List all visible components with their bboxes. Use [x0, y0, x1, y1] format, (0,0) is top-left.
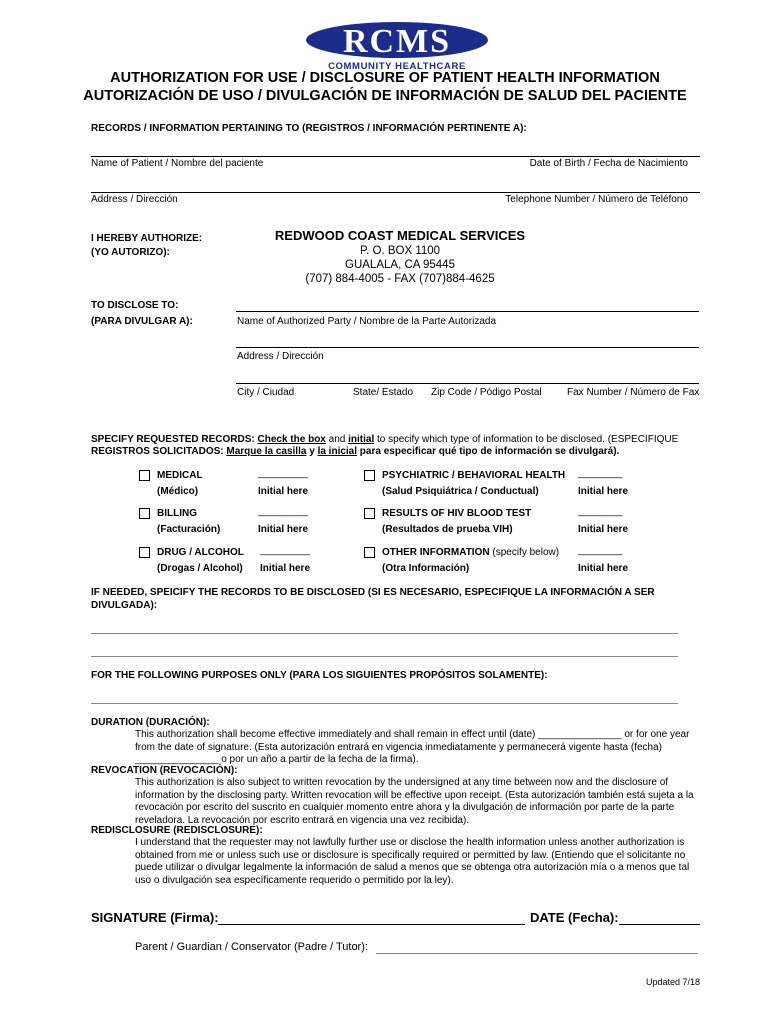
other-info-label-es: (Otra Información) — [382, 563, 470, 574]
medical-label: MEDICAL — [157, 470, 203, 481]
authorize-label: I HEREBY AUTHORIZE: — [91, 233, 203, 244]
party-city-line[interactable] — [236, 383, 699, 384]
drug-alcohol-initial-label: Initial here — [260, 563, 311, 574]
guardian-label: Parent / Guardian / Conservator (Padre / Tutor): — [135, 941, 368, 953]
if-needed-heading-cont: DIVULGADA): — [91, 600, 158, 611]
updated-date: Updated 7/18 — [645, 977, 700, 987]
records-specify-line-2[interactable] — [91, 656, 678, 657]
other-info-initial-blank[interactable]: ________ — [578, 545, 623, 556]
hiv-label: RESULTS OF HIV BLOOD TEST — [382, 508, 532, 519]
disclose-label: TO DISCLOSE TO: — [91, 300, 179, 311]
billing-label-es: (Facturación) — [157, 524, 221, 535]
patient-name-line[interactable] — [91, 156, 700, 157]
purposes-heading: FOR THE FOLLOWING PURPOSES ONLY (PARA LOS SIGUIENTES PROPÓSITOS SOLAMENTE): — [91, 670, 548, 681]
patient-address-line[interactable] — [91, 192, 700, 193]
authorize-label-es: (YO AUTORIZO): — [91, 247, 170, 258]
medical-initial-blank[interactable]: _________ — [258, 468, 309, 479]
hiv-label-es: (Resultados de prueba VIH) — [382, 524, 513, 535]
patient-address-label: Address / Dirección — [91, 194, 178, 205]
party-address-label: Address / Dirección — [237, 351, 324, 362]
zip-label: Zip Code / Pódigo Postal — [431, 387, 542, 398]
if-needed-heading: IF NEEDED, SPEICIFY THE RECORDS TO BE DISCLOSED (SI ES NECESARIO, ESPECIFIQUE LA INFORMACIÓN A SER — [91, 587, 655, 598]
patient-name-label: Name of Patient / Nombre del paciente — [91, 158, 264, 169]
rcms-logo-mark — [306, 22, 488, 72]
psychiatric-label: PSYCHIATRIC / BEHAVIORAL HEALTH — [382, 470, 566, 481]
hiv-initial-label: Initial here — [578, 524, 629, 535]
psychiatric-label-es: (Salud Psiquiátrica / Conductual) — [382, 486, 539, 497]
revocation-heading: REVOCATION (REVOCACIÓN): — [91, 765, 238, 776]
dob-label: Date of Birth / Fecha de Nacimiento — [529, 158, 688, 169]
city-label: City / Ciudad — [237, 387, 295, 398]
svg-text:COMMUNITY HEALTHCARE: COMMUNITY HEALTHCARE — [328, 61, 466, 72]
provider-phone: (707) 884-4005 - FAX (707)884-4625 — [305, 273, 495, 285]
redisclosure-heading: REDISCLOSURE (REDISCLOSURE): — [91, 825, 263, 836]
records-heading: RECORDS / INFORMATION PERTAINING TO (REGISTROS / INFORMACIÓN PERTINENTE A): — [91, 123, 527, 134]
billing-initial-label: Initial here — [258, 524, 309, 535]
duration-heading: DURATION (DURACIÓN): — [91, 717, 210, 728]
drug-alcohol-label: DRUG / ALCOHOL — [157, 547, 244, 558]
medical-initial-label: Initial here — [258, 486, 309, 497]
purposes-line[interactable] — [91, 703, 678, 704]
guardian-line[interactable] — [376, 953, 698, 954]
state-label: State/ Estado — [353, 387, 414, 398]
rcms-logo — [306, 22, 488, 72]
medical-label-es: (Médico) — [157, 486, 199, 497]
provider-city: GUALALA, CA 95445 — [345, 259, 455, 271]
hiv-checkbox[interactable] — [364, 508, 375, 519]
provider-name: REDWOOD COAST MEDICAL SERVICES — [274, 228, 526, 243]
phone-label: Telephone Number / Número de Teléfono — [505, 194, 688, 205]
title-english: AUTHORIZATION FOR USE / DISCLOSURE OF PATIENT HEALTH INFORMATION — [110, 70, 660, 86]
signature-line[interactable] — [218, 924, 525, 925]
specify-instructions: SPECIFY REQUESTED RECORDS: Check the box and initial to specify which type of information to be disclosed. (ESPECIFIQUE REGISTROS SOLICITADOS: Marque la casilla y la inicial para especificar qué tipo de información se divulgará). — [91, 434, 679, 457]
other-info-label: OTHER INFORMATION (specify below) — [382, 547, 560, 558]
records-specify-line-1[interactable] — [91, 633, 678, 634]
party-address-line[interactable] — [236, 347, 699, 348]
other-info-initial-label: Initial here — [578, 563, 629, 574]
party-name-line[interactable] — [236, 311, 699, 312]
other-info-checkbox[interactable] — [364, 547, 375, 558]
billing-initial-blank[interactable]: _________ — [258, 506, 309, 517]
billing-label: BILLING — [157, 508, 197, 519]
title-spanish: AUTORIZACIÓN DE USO / DIVULGACIÓN DE INFORMACIÓN DE SALUD DEL PACIENTE — [83, 88, 687, 104]
drug-alcohol-label-es: (Drogas / Alcohol) — [157, 563, 243, 574]
svg-text:RCMS: RCMS — [342, 23, 452, 60]
billing-checkbox[interactable] — [139, 508, 150, 519]
date-label: DATE (Fecha): — [530, 910, 619, 925]
psychiatric-initial-label: Initial here — [578, 486, 629, 497]
drug-alcohol-checkbox[interactable] — [139, 547, 150, 558]
fax-label: Fax Number / Número de Fax — [567, 387, 700, 398]
psychiatric-initial-blank[interactable]: ________ — [578, 468, 623, 479]
party-name-label: Name of Authorized Party / Nombre de la Parte Autorizada — [237, 316, 497, 327]
hiv-initial-blank[interactable]: ________ — [578, 506, 623, 517]
medical-checkbox[interactable] — [139, 470, 150, 481]
drug-alcohol-initial-blank[interactable]: _________ — [260, 545, 311, 556]
provider-po-box: P. O. BOX 1100 — [359, 245, 441, 257]
psychiatric-checkbox[interactable] — [364, 470, 375, 481]
signature-label: SIGNATURE (Firma): — [91, 910, 219, 925]
date-line[interactable] — [619, 924, 700, 925]
revocation-text: This authorization is also subject to written revocation by the undersigned at any time between now and the disclosure of information by the disclosing party. Written revocation will be effective upon receipt. (Esta autorización también está sujeta a la revocación por escrito del suscrito en cualquier momento entre ahora y la divulgación de información por parte de la parte reveladora. La revocación por escrito entrará en vigencia una vez recibida). — [135, 777, 694, 826]
disclose-label-es: (PARA DIVULGAR A): — [91, 316, 193, 327]
duration-text: This authorization shall become effective immediately and shall remain in effect until (date) _______________ or for one year from the date of signature. (Esta autorización entrará en vigencia inmediatamente y permanecerá vigente hasta (fecha) _______________ o por un año a partir de la fecha de la firma). — [135, 729, 690, 765]
redisclosure-text: I understand that the requester may not lawfully further use or disclose the health information unless another authorization is obtained from me or unless such use or disclosure is specifically required or permitted by law. (Entiendo que el solicitante no puede utilizar o divulgar legalmente la información de salud a menos que se obtenga otra autorización mía o a menos que tal uso o divulgación sea específicamente requerido o permitido por la ley). — [135, 837, 690, 886]
